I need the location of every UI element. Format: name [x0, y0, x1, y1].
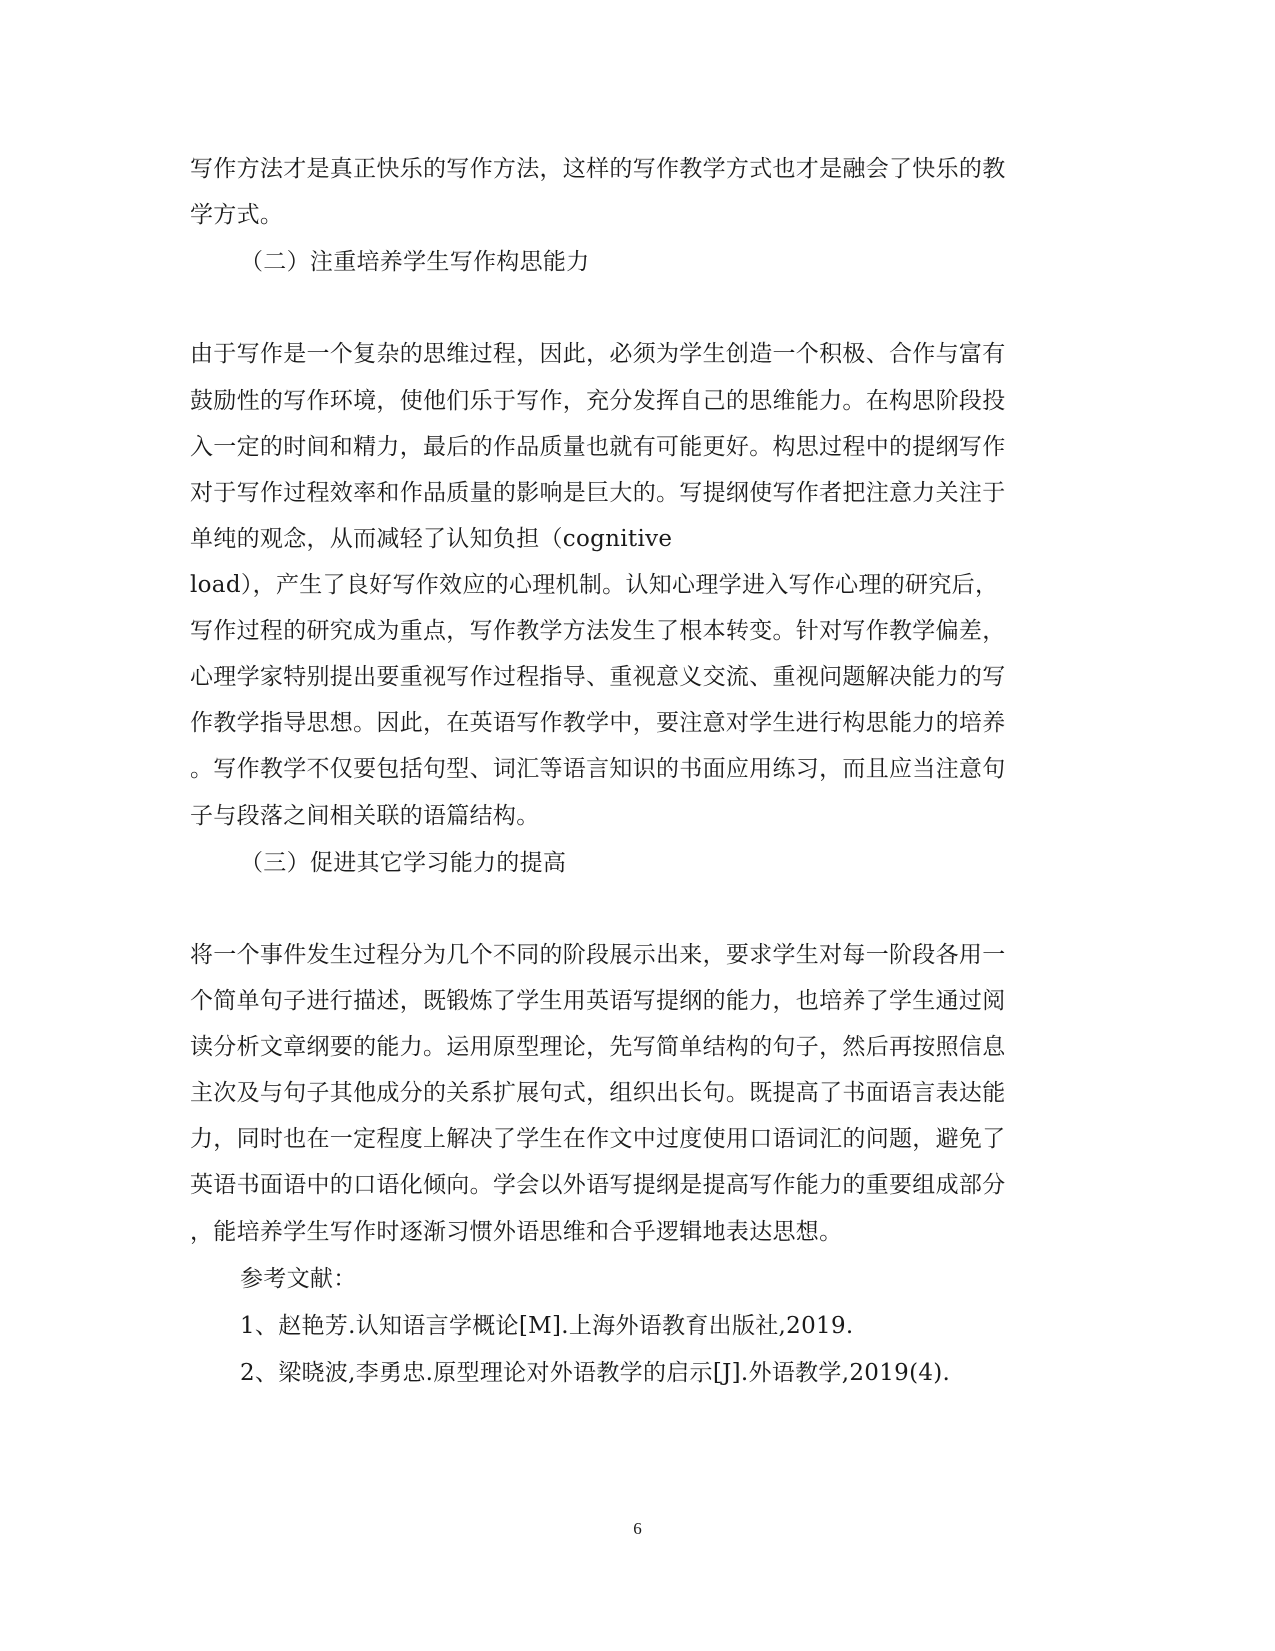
text-line: 读分析文章纲要的能力。运用原型理论，先写简单结构的句子，然后再按照信息 [190, 1034, 1006, 1060]
text-line: 子与段落之间相关联的语篇结构。 [190, 803, 540, 829]
text-line: 单纯的观念，从而减轻了认知负担（cognitive [190, 526, 673, 552]
text-line: 个简单句子进行描述，既锻炼了学生用英语写提纲的能力，也培养了学生通过阅 [190, 988, 1006, 1014]
text-line: load），产生了良好写作效应的心理机制。认知心理学进入写作心理的研究后， [190, 572, 999, 598]
references-heading: 参考文献： [240, 1266, 357, 1292]
section-heading-2: （二）注重培养学生写作构思能力 [240, 249, 590, 275]
text-line: 心理学家特别提出要重视写作过程指导、重视意义交流、重视问题解决能力的写 [190, 664, 1006, 690]
text-line: 学方式。 [190, 202, 284, 228]
text-line: 写作过程的研究成为重点，写作教学方法发生了根本转变。针对写作教学偏差， [190, 618, 1006, 644]
text-line: 。写作教学不仅要包括句型、词汇等语言知识的书面应用练习，而且应当注意句 [190, 756, 1006, 782]
text-line: 主次及与句子其他成分的关系扩展句式，组织出长句。既提高了书面语言表达能 [190, 1080, 1006, 1106]
text-line: 将一个事件发生过程分为几个不同的阶段展示出来，要求学生对每一阶段各用一 [190, 942, 1006, 968]
section-heading-3: （三）促进其它学习能力的提高 [240, 850, 567, 876]
page-number: 6 [633, 1519, 642, 1538]
text-line: 对于写作过程效率和作品质量的影响是巨大的。写提纲使写作者把注意力关注于 [190, 480, 1006, 506]
reference-item: 2、梁晓波,李勇忠.原型理论对外语教学的启示[J].外语教学,2019(4). [240, 1360, 951, 1386]
text-line: ，能培养学生写作时逐渐习惯外语思维和合乎逻辑地表达思想。 [190, 1219, 843, 1245]
text-line: 力，同时也在一定程度上解决了学生在作文中过度使用口语词汇的问题，避免了 [190, 1126, 1006, 1152]
reference-item: 1、赵艳芳.认知语言学概论[M].上海外语教育出版社,2019. [240, 1313, 854, 1339]
text-line: 英语书面语中的口语化倾向。学会以外语写提纲是提高写作能力的重要组成部分 [190, 1172, 1006, 1198]
text-line: 入一定的时间和精力，最后的作品质量也就有可能更好。构思过程中的提纲写作 [190, 434, 1006, 460]
text-line: 写作方法才是真正快乐的写作方法，这样的写作教学方式也才是融会了快乐的教 [190, 156, 1006, 182]
text-line: 鼓励性的写作环境，使他们乐于写作，充分发挥自己的思维能力。在构思阶段投 [190, 388, 1006, 414]
text-line: 作教学指导思想。因此，在英语写作教学中，要注意对学生进行构思能力的培养 [190, 710, 1006, 736]
text-line: 由于写作是一个复杂的思维过程，因此，必须为学生创造一个积极、合作与富有 [190, 341, 1006, 367]
